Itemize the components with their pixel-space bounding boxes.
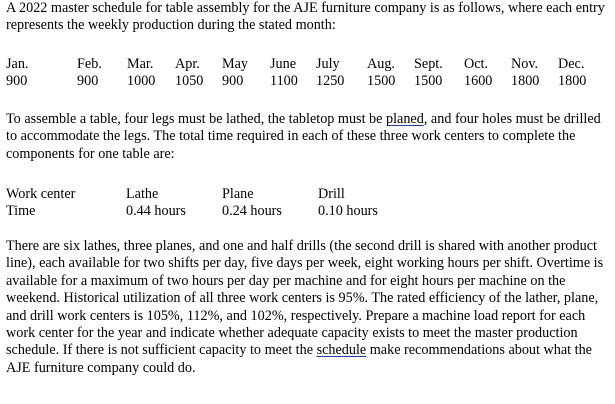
assembly-paragraph <box>6 111 606 163</box>
capacity-text-end: make recommendations about what the AJE furniture company could do. <box>6 342 592 376</box>
workcenter-time: 0.24 hours <box>222 203 282 219</box>
month-label: Sept. <box>414 56 443 72</box>
month-label: July <box>316 56 340 72</box>
month-value: 1500 <box>414 73 443 89</box>
workcenter-time: 0.44 hours <box>126 203 186 219</box>
month-value: 1600 <box>464 73 493 89</box>
month-label: Oct. <box>464 56 489 72</box>
month-label: Mar. <box>127 56 154 72</box>
month-value: 1000 <box>127 73 156 89</box>
planed-underlined-word: planed <box>386 111 424 127</box>
intro-paragraph: A 2022 master schedule for table assembly for the AJE furniture company is as follows, where each entry represents the weekly production during the stated month: <box>6 0 605 34</box>
schedule-months-row <box>0 56 615 73</box>
workcenter-time-label: Time <box>6 203 36 219</box>
month-label: May <box>222 56 249 72</box>
workcenter-name: Lathe <box>126 186 159 202</box>
month-label: Apr. <box>175 56 200 72</box>
workcenter-name: Plane <box>222 186 254 202</box>
capacity-paragraph <box>6 238 606 377</box>
month-value: 1250 <box>316 73 345 89</box>
month-value: 1500 <box>367 73 396 89</box>
month-value: 1050 <box>175 73 204 89</box>
month-value: 900 <box>77 73 99 89</box>
workcenter-time-row <box>0 203 615 220</box>
month-label: Dec. <box>558 56 585 72</box>
month-value: 1100 <box>270 73 298 89</box>
workcenter-header-row <box>0 186 615 203</box>
month-label: Feb. <box>77 56 102 72</box>
month-label: Jan. <box>6 56 29 72</box>
month-value: 1800 <box>558 73 587 89</box>
month-value: 900 <box>6 73 28 89</box>
month-value: 1800 <box>511 73 540 89</box>
capacity-text-start: There are six lathes, three planes, and one and half drills (the second drill is shared with another product line), each available for two shifts per day, five days per week, eight working hours per shift. Overtime is available for a maximum of two hours per day per machine and for eight hours per machine on the weekend. Historical utilization of all three work centers is 95%. The rated efficiency of the lather, plane, and drill work centers is 105%, 112%, and 102%, respectively. Prepare a machine load report for each work center for the year and indicate whether adequate capacity exists to meet the master production schedule. If there is not sufficient capacity to meet the <box>6 238 604 359</box>
month-value: 900 <box>222 73 244 89</box>
month-label: Aug. <box>367 56 395 72</box>
schedule-values-row <box>0 73 615 90</box>
workcenter-header-label: Work center <box>6 186 76 202</box>
month-label: June <box>270 56 297 72</box>
assembly-text-start: To assemble a table, four legs must be lathed, the tabletop must be <box>6 111 386 127</box>
month-label: Nov. <box>511 56 539 72</box>
assembly-text-end: , and four holes must be drilled to accommodate the legs. The total time required in each of these three work centers to complete the components for one table are: <box>6 111 601 162</box>
schedule-underlined-word: schedule <box>316 342 367 359</box>
workcenter-name: Drill <box>318 186 345 202</box>
workcenter-time: 0.10 hours <box>318 203 378 219</box>
